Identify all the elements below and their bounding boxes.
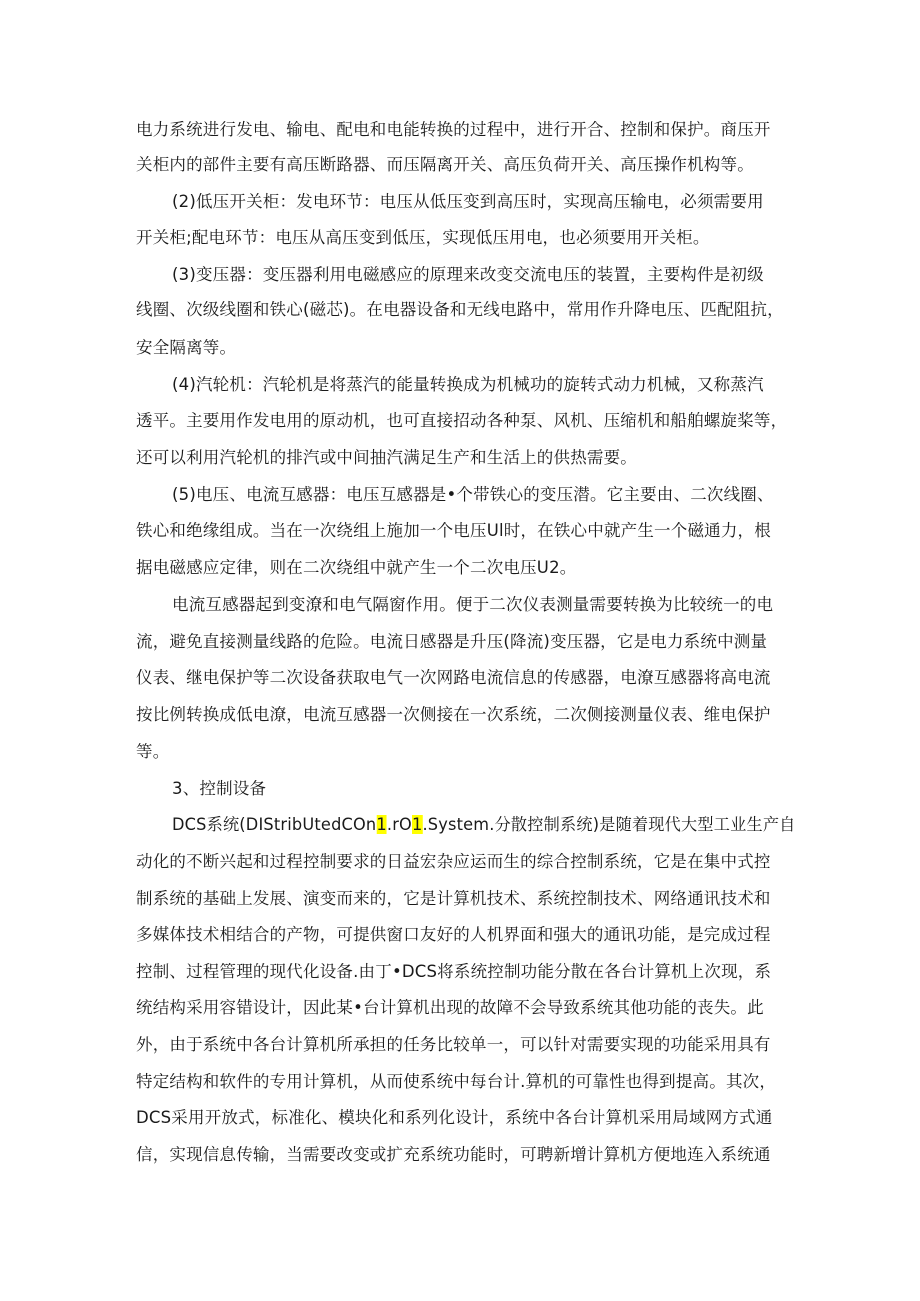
paragraph-line: 还可以利用汽轮机的排汽或中间抽汽满足生产和生活上的供热需要。 bbox=[136, 448, 637, 467]
paragraph-line: 安全隔离等。 bbox=[136, 338, 237, 357]
paragraph-line: 动化的不断兴起和过程控制要求的日益宏杂应运而生的综合控制系统，它是在集中式控 bbox=[136, 852, 771, 871]
paragraph-line: (2)低压开关柜：发电环节：电压从低压变到高压时，实现高压输电，必须需要用 bbox=[172, 192, 764, 211]
paragraph-line: 控制、过程管理的现代化设备.由丁•DCS将系统控制功能分散在各台计算机上次现，系 bbox=[136, 962, 772, 981]
paragraph-line: 制系统的基础上发展、演变而来的，它是计算机技术、系统控制技术、网络通讯技术和 bbox=[136, 889, 771, 908]
paragraph-line: DCS采用开放式，标准化、模块化和系列化设计，系统中各台计算机采用局域网方式通 bbox=[136, 1108, 773, 1127]
highlighted-text: 1 bbox=[411, 815, 423, 834]
dcs-text-segment: .rO bbox=[386, 815, 412, 834]
dcs-text-segment: DCS系统(DIStribUtedCOn bbox=[172, 815, 377, 834]
section-heading: 3、控制设备 bbox=[172, 779, 267, 798]
paragraph-line: 据电磁感应定律，则在二次绕组中就产生一个二次电压U2。 bbox=[136, 558, 577, 577]
paragraph-line: 按比例转换成低电潦，电流互感器一次侧接在一次系统，二次侧接测量仪表、维电保护 bbox=[136, 705, 771, 724]
paragraph-line: (4)汽轮机：汽轮机是将蒸汽的能量转换成为机械功的旋转式动力机械，又称蒸汽 bbox=[172, 375, 764, 394]
paragraph-line: 仪表、继电保护等二次设备获取电气一次网路电流信息的传感器，电潦互感器将高电流 bbox=[136, 668, 771, 687]
highlighted-text: 1 bbox=[376, 815, 387, 834]
paragraph-line: 电流互感器起到变潦和电气隔窗作用。便于二次仪表测量需要转换为比较统一的电 bbox=[172, 595, 774, 614]
paragraph-line: 外，由于系统中各台计算机所承担的任务比较单一，可以针对需要实现的功能采用具有 bbox=[136, 1035, 771, 1054]
paragraph-line: 流，避免直接测量线路的危险。电流日感器是升压(降流)变压器，它是电力系统中测量 bbox=[136, 632, 768, 651]
paragraph-line: (3)变压器：变压器利用电磁感应的原理来改变交流电压的装置，主要构件是初级 bbox=[172, 265, 764, 284]
paragraph-line: 线圈、次级线圈和铁心(磁芯)。在电器设备和无线电路中，常用作升降电压、匹配阻抗， bbox=[136, 300, 784, 319]
paragraph-line: 多媒体技术相结合的产物，可提供窗口友好的人机界面和强大的通讯功能，是完成过程 bbox=[136, 925, 771, 944]
paragraph-line: 特定结构和软件的专用计算机，从而使系统中每台计.算机的可靠性也得到提高。其次， bbox=[136, 1072, 777, 1091]
paragraph-line: (5)电压、电流互感器：电压互感器是•个带铁心的变压潜。它主要由、二次线圈、 bbox=[172, 485, 774, 504]
paragraph-line: 信，实现信息传输，当需要改变或扩充系统功能时，可聘新增计算机方便地连入系统通 bbox=[136, 1145, 771, 1164]
paragraph-line: 等。 bbox=[136, 742, 170, 761]
dcs-text-segment: .System.分散控制系统)是随着现代大型工业生产自 bbox=[422, 815, 796, 834]
paragraph-line: 电力系统进行发电、输电、配电和电能转换的过程中，进行开合、控制和保护。商压开 bbox=[136, 120, 771, 139]
paragraph-line: 铁心和绝缘组成。当在一次绕组上施加一个电压Ul时，在铁心中就产生一个磁通力，根 bbox=[136, 521, 771, 540]
paragraph-line: 开关柜;配电环节：电压从高压变到低压，实现低压用电，也必须要用开关柜。 bbox=[136, 228, 710, 247]
paragraph-line-dcs bbox=[172, 814, 796, 836]
paragraph-line: 透平。主要用作发电用的原动机，也可直接招动各种泵、风机、压缩机和船舶螺旋桨等， bbox=[136, 411, 788, 430]
paragraph-line: 关柜内的部件主要有高压断路器、而压隔离开关、高压负荷开关、高压操作机构等。 bbox=[136, 155, 754, 174]
paragraph-line: 统结构采用容错设计，因此某•台计算机出现的故障不会导致系统其他功能的丧失。此 bbox=[136, 998, 764, 1017]
